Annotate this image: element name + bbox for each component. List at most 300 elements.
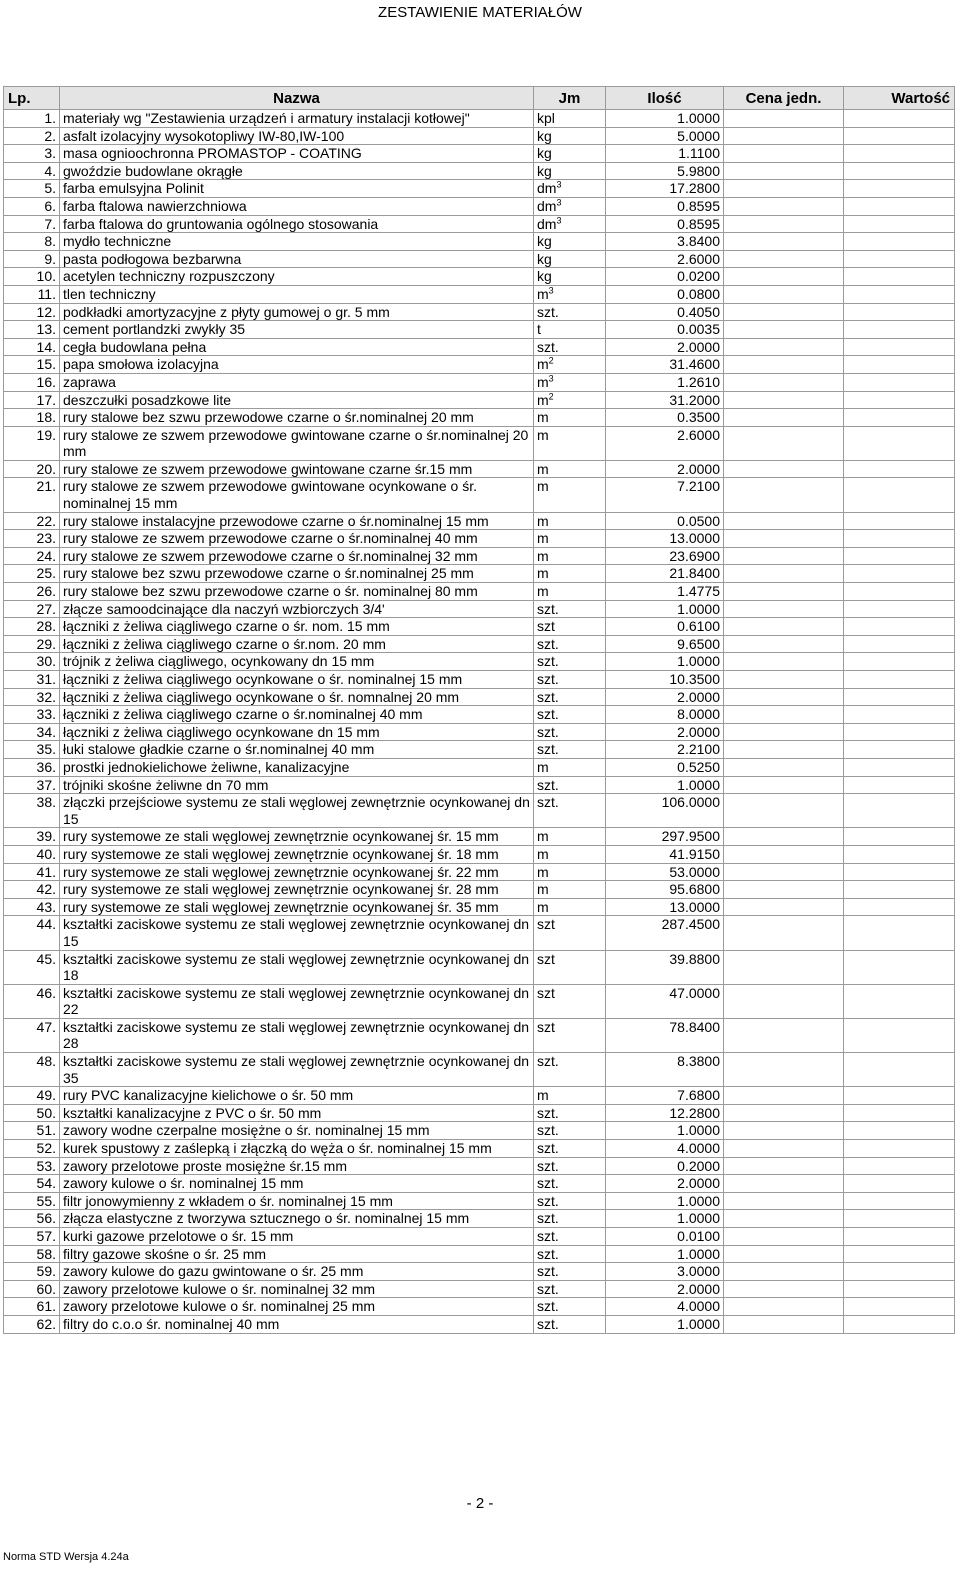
row-ilosc: 0.2000 <box>606 1157 724 1175</box>
row-ilosc: 1.4775 <box>606 583 724 601</box>
row-ilosc: 4.0000 <box>606 1140 724 1158</box>
row-wartosc <box>844 618 955 636</box>
row-cena <box>724 1157 844 1175</box>
row-ilosc: 1.0000 <box>606 1122 724 1140</box>
row-wartosc <box>844 145 955 163</box>
row-wartosc <box>844 321 955 339</box>
row-wartosc <box>844 600 955 618</box>
row-ilosc: 0.0500 <box>606 512 724 530</box>
table-row <box>4 426 955 460</box>
row-wartosc <box>844 1087 955 1105</box>
row-lp: 15. <box>4 356 60 374</box>
row-jm-unit: szt. <box>537 338 559 355</box>
row-cena <box>724 1245 844 1263</box>
row-wartosc <box>844 565 955 583</box>
row-jm-unit: m <box>537 460 549 477</box>
row-lp: 23. <box>4 530 60 548</box>
row-nazwa: złącza elastyczne z tworzywa sztucznego o śr. nominalnej 15 mm <box>60 1210 534 1228</box>
row-nazwa: trójniki skośne żeliwne dn 70 mm <box>60 776 534 794</box>
row-cena <box>724 338 844 356</box>
row-lp: 51. <box>4 1122 60 1140</box>
column-header-ilosc: Ilość <box>606 87 724 110</box>
row-lp: 54. <box>4 1175 60 1193</box>
table-row <box>4 215 955 233</box>
table-row <box>4 1298 955 1316</box>
table-row <box>4 741 955 759</box>
row-jm-unit: szt. <box>537 1280 559 1297</box>
row-jm <box>534 1122 606 1140</box>
row-jm <box>534 145 606 163</box>
row-jm <box>534 303 606 321</box>
document-title: ZESTAWIENIE MATERIAŁÓW <box>378 4 582 21</box>
row-jm <box>534 391 606 409</box>
row-lp: 33. <box>4 706 60 724</box>
row-lp: 50. <box>4 1104 60 1122</box>
row-wartosc <box>844 1210 955 1228</box>
row-jm <box>534 984 606 1018</box>
row-ilosc: 41.9150 <box>606 845 724 863</box>
table-row <box>4 583 955 601</box>
row-nazwa: łączniki z żeliwa ciągliwego czarne o śr.nominalnej 40 mm <box>60 706 534 724</box>
row-lp: 57. <box>4 1228 60 1246</box>
row-jm-unit: szt. <box>537 794 559 811</box>
row-nazwa: zaprawa <box>60 373 534 391</box>
row-wartosc <box>844 110 955 128</box>
row-lp: 28. <box>4 618 60 636</box>
row-nazwa: zawory kulowe o śr. nominalnej 15 mm <box>60 1175 534 1193</box>
row-lp: 7. <box>4 215 60 233</box>
table-row <box>4 863 955 881</box>
row-ilosc: 31.4600 <box>606 356 724 374</box>
row-wartosc <box>844 338 955 356</box>
row-ilosc: 1.1100 <box>606 145 724 163</box>
table-row <box>4 1315 955 1333</box>
table-row <box>4 794 955 828</box>
row-jm-unit: szt. <box>537 1210 559 1227</box>
row-cena <box>724 233 844 251</box>
row-jm-unit: szt. <box>537 635 559 652</box>
row-nazwa: gwoździe budowlane okrągłe <box>60 162 534 180</box>
row-jm-unit: m <box>537 373 549 390</box>
row-jm <box>534 1245 606 1263</box>
row-wartosc <box>844 653 955 671</box>
row-ilosc: 2.6000 <box>606 250 724 268</box>
table-row <box>4 671 955 689</box>
row-lp: 8. <box>4 233 60 251</box>
table-header-row <box>4 87 955 110</box>
table-row <box>4 758 955 776</box>
row-cena <box>724 1122 844 1140</box>
row-jm-unit: m <box>537 863 549 880</box>
row-jm-unit: kg <box>537 233 552 250</box>
row-jm-unit: kg <box>537 127 552 144</box>
row-lp: 47. <box>4 1018 60 1052</box>
row-wartosc <box>844 250 955 268</box>
table-row <box>4 373 955 391</box>
row-jm-unit: szt. <box>537 600 559 617</box>
row-nazwa: łączniki z żeliwa ciągliwego czarne o śr.nom. 20 mm <box>60 635 534 653</box>
row-nazwa: acetylen techniczny rozpuszczony <box>60 268 534 286</box>
row-jm-unit: m <box>537 845 549 862</box>
row-ilosc: 2.0000 <box>606 338 724 356</box>
row-jm-unit: szt. <box>537 776 559 793</box>
row-jm <box>534 1192 606 1210</box>
row-jm <box>534 1157 606 1175</box>
row-nazwa: materiały wg "Zestawienia urządzeń i armatury instalacji kotłowej" <box>60 110 534 128</box>
row-ilosc: 3.0000 <box>606 1263 724 1281</box>
row-ilosc: 0.0035 <box>606 321 724 339</box>
row-nazwa: kształtki zaciskowe systemu ze stali węglowej zewnętrznie ocynkowanej dn 15 <box>60 916 534 950</box>
row-jm <box>534 127 606 145</box>
row-jm <box>534 1140 606 1158</box>
row-jm <box>534 338 606 356</box>
row-cena <box>724 1210 844 1228</box>
row-lp: 56. <box>4 1210 60 1228</box>
page-number: - 2 - <box>466 1495 494 1512</box>
table-row <box>4 1228 955 1246</box>
row-lp: 9. <box>4 250 60 268</box>
row-nazwa: rury stalowe bez szwu przewodowe czarne o śr.nominalnej 20 mm <box>60 409 534 427</box>
row-cena <box>724 197 844 215</box>
row-cena <box>724 145 844 163</box>
row-ilosc: 39.8800 <box>606 950 724 984</box>
row-ilosc: 3.8400 <box>606 233 724 251</box>
row-cena <box>724 1087 844 1105</box>
row-cena <box>724 898 844 916</box>
row-jm <box>534 828 606 846</box>
row-jm <box>534 268 606 286</box>
table-row <box>4 1140 955 1158</box>
row-jm <box>534 1298 606 1316</box>
row-lp: 45. <box>4 950 60 984</box>
row-lp: 35. <box>4 741 60 759</box>
row-ilosc: 2.0000 <box>606 688 724 706</box>
row-jm <box>534 1315 606 1333</box>
row-ilosc: 2.0000 <box>606 723 724 741</box>
row-jm <box>534 233 606 251</box>
table-row <box>4 984 955 1018</box>
row-lp: 29. <box>4 635 60 653</box>
row-nazwa: kurki gazowe przelotowe o śr. 15 mm <box>60 1228 534 1246</box>
row-nazwa: łączniki z żeliwa ciągliwego ocynkowane o śr. nominalnej 15 mm <box>60 671 534 689</box>
row-jm <box>534 916 606 950</box>
row-cena <box>724 828 844 846</box>
row-ilosc: 7.2100 <box>606 478 724 512</box>
row-jm-unit: szt <box>537 618 555 635</box>
row-nazwa: cegła budowlana pełna <box>60 338 534 356</box>
row-cena <box>724 984 844 1018</box>
row-nazwa: zawory kulowe do gazu gwintowane o śr. 25 mm <box>60 1263 534 1281</box>
table-row <box>4 653 955 671</box>
row-lp: 26. <box>4 583 60 601</box>
row-ilosc: 31.2000 <box>606 391 724 409</box>
row-cena <box>724 268 844 286</box>
row-wartosc <box>844 688 955 706</box>
row-lp: 12. <box>4 303 60 321</box>
row-jm-unit: szt. <box>537 688 559 705</box>
row-lp: 46. <box>4 984 60 1018</box>
table-row <box>4 127 955 145</box>
row-cena <box>724 794 844 828</box>
row-jm-unit: szt. <box>537 1104 559 1121</box>
row-cena <box>724 723 844 741</box>
row-jm <box>534 197 606 215</box>
row-nazwa: kształtki zaciskowe systemu ze stali węglowej zewnętrznie ocynkowanej dn 28 <box>60 1018 534 1052</box>
row-wartosc <box>844 1175 955 1193</box>
row-cena <box>724 1053 844 1087</box>
materials-table <box>3 86 955 1334</box>
table-row <box>4 565 955 583</box>
row-jm <box>534 1280 606 1298</box>
row-lp: 20. <box>4 460 60 478</box>
row-wartosc <box>844 1315 955 1333</box>
row-cena <box>724 321 844 339</box>
row-cena <box>724 635 844 653</box>
row-jm-unit: m <box>537 1087 549 1104</box>
row-wartosc <box>844 1280 955 1298</box>
row-jm <box>534 706 606 724</box>
row-wartosc <box>844 233 955 251</box>
row-nazwa: rury stalowe bez szwu przewodowe czarne o śr. nominalnej 80 mm <box>60 583 534 601</box>
row-cena <box>724 1263 844 1281</box>
row-wartosc <box>844 984 955 1018</box>
row-cena <box>724 373 844 391</box>
table-row <box>4 1280 955 1298</box>
table-row <box>4 285 955 303</box>
row-nazwa: rury systemowe ze stali węglowej zewnętrznie ocynkowanej śr. 28 mm <box>60 881 534 899</box>
row-nazwa: zawory przelotowe proste mosiężne śr.15 mm <box>60 1157 534 1175</box>
row-cena <box>724 1298 844 1316</box>
row-jm-unit: m <box>537 583 549 600</box>
row-cena <box>724 1228 844 1246</box>
row-ilosc: 0.8595 <box>606 197 724 215</box>
row-jm-unit: szt. <box>537 741 559 758</box>
row-jm <box>534 688 606 706</box>
row-ilosc: 0.3500 <box>606 409 724 427</box>
row-wartosc <box>844 1245 955 1263</box>
row-wartosc <box>844 303 955 321</box>
row-ilosc: 1.0000 <box>606 110 724 128</box>
row-jm-unit: m <box>537 547 549 564</box>
row-lp: 42. <box>4 881 60 899</box>
row-cena <box>724 1104 844 1122</box>
row-lp: 18. <box>4 409 60 427</box>
row-lp: 32. <box>4 688 60 706</box>
row-jm <box>534 426 606 460</box>
row-cena <box>724 916 844 950</box>
row-jm-unit: m <box>537 530 549 547</box>
row-ilosc: 2.0000 <box>606 460 724 478</box>
row-ilosc: 95.6800 <box>606 881 724 899</box>
row-nazwa: łączniki z żeliwa ciągliwego ocynkowane o śr. nomnalnej 20 mm <box>60 688 534 706</box>
row-jm-unit: kg <box>537 145 552 162</box>
row-jm-exponent: 3 <box>556 179 562 190</box>
row-ilosc: 21.8400 <box>606 565 724 583</box>
row-cena <box>724 1280 844 1298</box>
row-jm-unit: szt <box>537 984 555 1001</box>
row-lp: 37. <box>4 776 60 794</box>
table-row <box>4 1245 955 1263</box>
row-wartosc <box>844 776 955 794</box>
row-ilosc: 1.0000 <box>606 1245 724 1263</box>
row-wartosc <box>844 1018 955 1052</box>
row-wartosc <box>844 1053 955 1087</box>
row-ilosc: 0.4050 <box>606 303 724 321</box>
table-row <box>4 460 955 478</box>
row-jm <box>534 671 606 689</box>
row-wartosc <box>844 373 955 391</box>
row-ilosc: 13.0000 <box>606 530 724 548</box>
row-nazwa: rury stalowe ze szwem przewodowe gwintowane czarne o śr.nominalnej 20 mm <box>60 426 534 460</box>
row-nazwa: cement portlandzki zwykły 35 <box>60 321 534 339</box>
row-nazwa: filtr jonowymienny z wkładem o śr. nominalnej 15 mm <box>60 1192 534 1210</box>
row-nazwa: rury systemowe ze stali węglowej zewnętrznie ocynkowanej śr. 15 mm <box>60 828 534 846</box>
table-row <box>4 635 955 653</box>
row-cena <box>724 618 844 636</box>
row-jm <box>534 478 606 512</box>
row-wartosc <box>844 845 955 863</box>
row-jm-unit: m <box>537 898 549 915</box>
row-ilosc: 17.2800 <box>606 180 724 198</box>
table-row <box>4 1157 955 1175</box>
row-lp: 40. <box>4 845 60 863</box>
row-ilosc: 0.0100 <box>606 1228 724 1246</box>
row-ilosc: 2.0000 <box>606 1175 724 1193</box>
row-cena <box>724 285 844 303</box>
row-ilosc: 8.0000 <box>606 706 724 724</box>
table-row <box>4 356 955 374</box>
row-wartosc <box>844 1192 955 1210</box>
row-cena <box>724 776 844 794</box>
row-cena <box>724 391 844 409</box>
row-jm <box>534 373 606 391</box>
row-jm <box>534 653 606 671</box>
row-ilosc: 4.0000 <box>606 1298 724 1316</box>
table-row <box>4 530 955 548</box>
row-wartosc <box>844 898 955 916</box>
row-jm <box>534 583 606 601</box>
row-jm <box>534 356 606 374</box>
row-nazwa: rury systemowe ze stali węglowej zewnętrznie ocynkowanej śr. 35 mm <box>60 898 534 916</box>
row-nazwa: asfalt izolacyjny wysokotopliwy IW-80,IW-100 <box>60 127 534 145</box>
row-jm-unit: dm <box>537 197 557 214</box>
row-lp: 39. <box>4 828 60 846</box>
row-wartosc <box>844 583 955 601</box>
table-row <box>4 303 955 321</box>
row-lp: 52. <box>4 1140 60 1158</box>
row-nazwa: zawory wodne czerpalne mosiężne o śr. nominalnej 15 mm <box>60 1122 534 1140</box>
row-ilosc: 5.0000 <box>606 127 724 145</box>
row-nazwa: mydło techniczne <box>60 233 534 251</box>
row-jm-unit: szt. <box>537 1192 559 1209</box>
row-jm-unit: m <box>537 478 549 495</box>
table-row <box>4 1087 955 1105</box>
row-wartosc <box>844 180 955 198</box>
table-row <box>4 409 955 427</box>
row-jm-unit: kg <box>537 162 552 179</box>
table-row <box>4 321 955 339</box>
row-lp: 27. <box>4 600 60 618</box>
row-jm <box>534 162 606 180</box>
row-ilosc: 0.0800 <box>606 285 724 303</box>
row-jm <box>534 530 606 548</box>
row-jm <box>534 1018 606 1052</box>
row-nazwa: rury stalowe instalacyjne przewodowe czarne o śr.nominalnej 15 mm <box>60 512 534 530</box>
row-wartosc <box>844 741 955 759</box>
table-row <box>4 338 955 356</box>
row-jm <box>534 565 606 583</box>
row-jm <box>534 1228 606 1246</box>
table-row <box>4 828 955 846</box>
row-ilosc: 0.6100 <box>606 618 724 636</box>
row-jm <box>534 1053 606 1087</box>
row-jm <box>534 1087 606 1105</box>
row-jm <box>534 409 606 427</box>
row-jm-unit: szt. <box>537 303 559 320</box>
column-header-jm: Jm <box>534 87 606 110</box>
row-jm-exponent: 3 <box>556 197 562 208</box>
row-jm <box>534 512 606 530</box>
row-cena <box>724 460 844 478</box>
row-lp: 44. <box>4 916 60 950</box>
row-nazwa: złączki przejściowe systemu ze stali węglowej zewnętrznie ocynkowanej dn 15 <box>60 794 534 828</box>
row-nazwa: masa ognioochronna PROMASTOP - COATING <box>60 145 534 163</box>
row-wartosc <box>844 391 955 409</box>
row-wartosc <box>844 197 955 215</box>
row-nazwa: rury systemowe ze stali węglowej zewnętrznie ocynkowanej śr. 18 mm <box>60 845 534 863</box>
row-cena <box>724 250 844 268</box>
row-nazwa: zawory przelotowe kulowe o śr. nominalnej 25 mm <box>60 1298 534 1316</box>
row-cena <box>724 950 844 984</box>
row-jm-unit: m <box>537 565 549 582</box>
row-cena <box>724 530 844 548</box>
row-lp: 10. <box>4 268 60 286</box>
row-ilosc: 297.9500 <box>606 828 724 846</box>
row-lp: 19. <box>4 426 60 460</box>
column-header-cena: Cena jedn. <box>724 87 844 110</box>
table-row <box>4 1175 955 1193</box>
row-nazwa: farba ftalowa nawierzchniowa <box>60 197 534 215</box>
row-jm <box>534 863 606 881</box>
row-wartosc <box>844 162 955 180</box>
row-cena <box>724 162 844 180</box>
row-jm-unit: szt. <box>537 1053 559 1070</box>
row-nazwa: filtry do c.o.o śr. nominalnej 40 mm <box>60 1315 534 1333</box>
row-lp: 48. <box>4 1053 60 1087</box>
row-cena <box>724 1018 844 1052</box>
row-lp: 24. <box>4 547 60 565</box>
row-jm-unit: kg <box>537 268 552 285</box>
table-row <box>4 268 955 286</box>
row-lp: 31. <box>4 671 60 689</box>
row-nazwa: trójnik z żeliwa ciągliwego, ocynkowany dn 15 mm <box>60 653 534 671</box>
row-lp: 34. <box>4 723 60 741</box>
row-nazwa: kurek spustowy z zaślepką i złączką do węża o śr. nominalnej 15 mm <box>60 1140 534 1158</box>
row-jm <box>534 1210 606 1228</box>
row-cena <box>724 653 844 671</box>
table-row <box>4 180 955 198</box>
row-jm-unit: m <box>537 409 549 426</box>
row-jm-unit: t <box>537 321 541 338</box>
row-jm-exponent: 3 <box>548 285 554 296</box>
table-row <box>4 950 955 984</box>
table-row <box>4 618 955 636</box>
table-row <box>4 1192 955 1210</box>
row-jm-unit: szt. <box>537 1263 559 1280</box>
row-cena <box>724 688 844 706</box>
row-jm <box>534 758 606 776</box>
row-nazwa: łuki stalowe gładkie czarne o śr.nominalnej 40 mm <box>60 741 534 759</box>
